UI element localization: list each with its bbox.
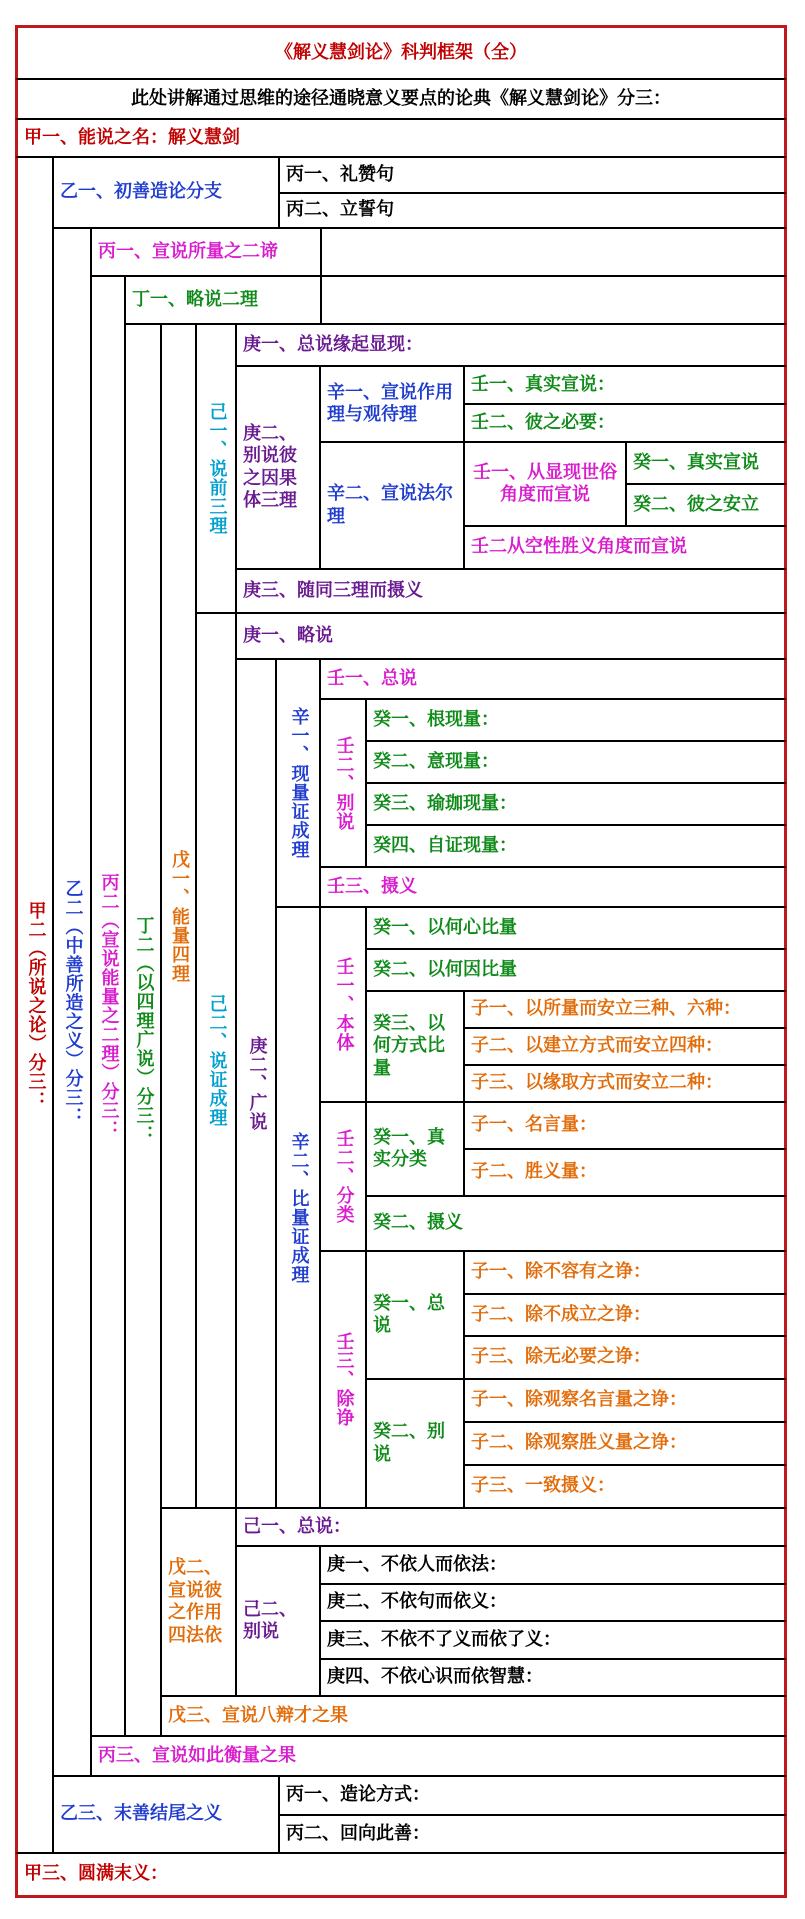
ding1-empty <box>321 276 787 324</box>
ji2-xin2-r3-g2-zi3: 子三、一致摄义： <box>464 1465 787 1508</box>
ji2-xin2-r3-g2-zi1: 子一、除观察名言量之诤： <box>464 1379 787 1422</box>
ji2-xin2-r1-gui2: 癸二、以何因比量 <box>366 949 787 991</box>
ji2-xin1-gui4: 癸四、自证现量： <box>366 825 787 867</box>
wu2-ji1: 己一、总说： <box>236 1508 787 1546</box>
page-title: 《解义慧剑论》科判框架（全） <box>15 25 787 79</box>
wu2-ji2: 己二、别说 <box>236 1546 320 1696</box>
ji2-geng2: 庚二、广说 <box>236 659 276 1508</box>
ding2-cell: 丁二（以四理广说）分三： <box>125 324 161 1736</box>
jia1-label: 甲一、能说之名：解义慧剑 <box>24 126 240 148</box>
jia1-row <box>15 119 787 157</box>
ji2-xin2-r3-g1-zi1: 子一、除不容有之诤： <box>464 1251 787 1294</box>
ji2-xin2-r1-zi2: 子二、以建立方式而安立四种： <box>464 1028 787 1065</box>
yi2-cell: 乙二（中善所造之义）分三： <box>53 228 91 1776</box>
wu3-cell: 戊三、宣说八辩才之果 <box>161 1696 787 1736</box>
yi1-cell: 乙一、初善造论分支 <box>53 157 279 228</box>
subtitle: 此处讲解通过思维的途径通晓意义要点的论典《解义慧剑论》分三： <box>15 79 787 119</box>
ji1-geng3: 庚三、随同三理而摄义 <box>236 569 787 613</box>
yi1-bing1: 丙一、礼赞句 <box>279 157 787 193</box>
ji2-xin2-r2-zi2: 子二、胜义量： <box>464 1149 787 1196</box>
ji2-xin2-r3-g1-zi3: 子三、除无必要之诤： <box>464 1336 787 1379</box>
ji1-xin1: 辛一、宣说作用理与观待理 <box>320 366 464 442</box>
wu2-cell: 戊二、宣说彼之作用四法依 <box>161 1508 236 1696</box>
wu2-geng2: 庚二、不依句而依义： <box>320 1584 787 1621</box>
ji2-xin2-r3-g1-zi2: 子二、除不成立之诤： <box>464 1294 787 1336</box>
ji1-xin2: 辛二、宣说法尔理 <box>320 442 464 569</box>
ji1-ren2b: 壬二从空性胜义角度而宣说 <box>464 526 787 569</box>
bing1-cell: 丙一、宣说所量之二谛 <box>91 228 321 276</box>
ji2-xin2-r3-gui2: 癸二、别说 <box>366 1379 464 1508</box>
ji2-xin1-ren1: 壬一、总说 <box>320 659 787 699</box>
ji1-gui1: 癸一、真实宣说 <box>626 442 787 484</box>
ji2-xin2-r3-g2-zi2: 子二、除观察胜义量之诤： <box>464 1422 787 1465</box>
ji2-xin2-ren1: 壬一、本体 <box>320 907 366 1102</box>
ji2-xin1: 辛一、现量证成理 <box>276 659 320 907</box>
wu1-cell: 戊一、能量四理 <box>161 324 196 1508</box>
ji1-cell: 己一、说前三理 <box>196 324 236 613</box>
yi1-bing2: 丙二、立誓句 <box>279 193 787 228</box>
ji1-geng2: 庚二、别说彼之因果体三理 <box>236 366 320 569</box>
ji2-xin2-r1-gui1: 癸一、以何心比量 <box>366 907 787 949</box>
ji2-xin2-r2-zi1: 子一、名言量： <box>464 1102 787 1149</box>
ji1-geng1: 庚一、总说缘起显现： <box>236 324 787 366</box>
ji2-xin1-gui3: 癸三、瑜珈现量： <box>366 783 787 825</box>
yi3-bing1: 丙一、造论方式： <box>279 1776 787 1815</box>
yi3-bing2: 丙二、回向此善： <box>279 1815 787 1853</box>
ji2-xin2-r2-gui2: 癸二、摄义 <box>366 1196 787 1251</box>
wu2-geng3: 庚三、不依不了义而依了义： <box>320 1621 787 1659</box>
yi3-cell: 乙三、末善结尾之义 <box>53 1776 279 1853</box>
ji2-xin1-ren2: 壬二、别说 <box>320 699 366 867</box>
ji2-xin2-r1-zi3: 子三、以缘取方式而安立二种： <box>464 1065 787 1102</box>
ji2-geng1: 庚一、略说 <box>236 613 787 659</box>
wu2-geng4: 庚四、不依心识而依智慧： <box>320 1659 787 1696</box>
ji2-xin2: 辛二、比量证成理 <box>276 907 320 1508</box>
ji2-xin2-r1-gui3: 癸三、以何方式比量 <box>366 991 464 1102</box>
ji1-ren1: 壬一、真实宣说： <box>464 366 787 404</box>
ji2-xin2-r2-gui1: 癸一、真实分类 <box>366 1102 464 1196</box>
bing2-cell: 丙二（宣说能量之二理）分三： <box>91 276 125 1736</box>
ji2-xin2-r1-zi1: 子一、以所量而安立三种、六种： <box>464 991 787 1028</box>
wu2-geng1: 庚一、不依人而依法： <box>320 1546 787 1584</box>
jia3-row: 甲三、圆满末义： <box>15 1853 787 1898</box>
ji2-xin2-ren3: 壬三、除诤 <box>320 1251 366 1508</box>
ji2-cell: 己二、说证成理 <box>196 613 236 1508</box>
ji2-xin2-r3-gui1: 癸一、总说 <box>366 1251 464 1379</box>
jia2-cell: 甲二（所说之论）分三： <box>15 157 53 1853</box>
bing3-cell: 丙三、宣说如此衡量之果 <box>91 1736 787 1776</box>
ding1-cell: 丁一、略说二理 <box>125 276 321 324</box>
ji2-xin1-gui1: 癸一、根现量： <box>366 699 787 741</box>
ji1-gui2: 癸二、彼之安立 <box>626 484 787 526</box>
bing1-empty <box>321 228 787 276</box>
ji2-xin1-gui2: 癸二、意现量： <box>366 741 787 783</box>
ji2-xin1-ren3: 壬三、摄义 <box>320 867 787 907</box>
ji1-ren1b: 壬一、从显现世俗角度而宣说 <box>464 442 626 526</box>
ji1-ren2: 壬二、彼之必要： <box>464 404 787 442</box>
ji2-xin2-ren2: 壬二、分类 <box>320 1102 366 1251</box>
